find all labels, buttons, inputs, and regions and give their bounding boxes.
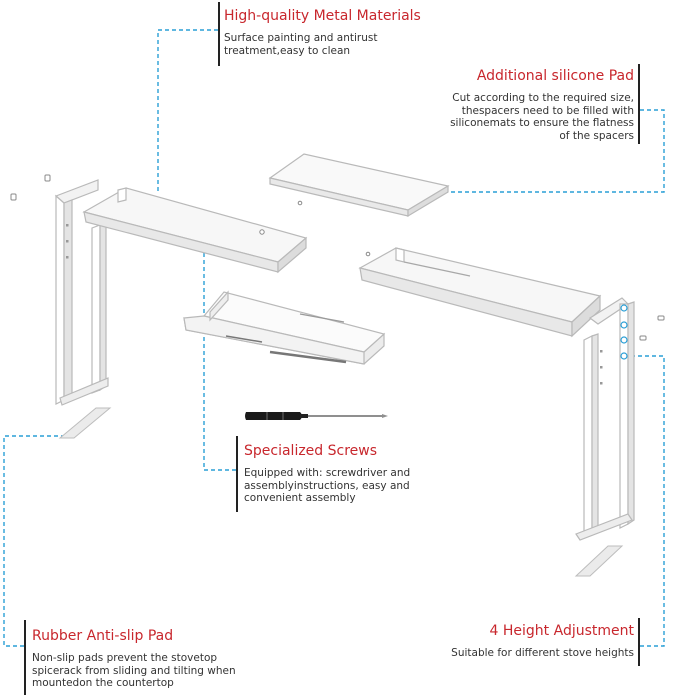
leader-screws <box>204 232 262 470</box>
screw-icon <box>640 336 646 340</box>
screw-icon <box>366 252 370 256</box>
callout-divider <box>638 618 640 666</box>
screw-icon <box>260 230 264 234</box>
callout-title: Additional silicone Pad <box>476 68 634 84</box>
adjust-hole-icon <box>621 322 627 328</box>
callout-divider <box>218 2 220 66</box>
callout-divider <box>638 64 640 144</box>
shelf-tray-right <box>360 248 600 336</box>
middle-bracket <box>184 292 384 364</box>
adjust-hole-icon <box>621 353 627 359</box>
callout-desc: Surface painting and antirust treatment,easy to clean <box>224 32 378 57</box>
screw-icon <box>11 194 16 200</box>
callout-divider <box>236 436 238 512</box>
silicone-pad <box>270 154 448 216</box>
callout-desc: Non-slip pads prevent the stovetop spicerack from sliding and tilting when mountedon the countertop <box>32 652 236 689</box>
loose-screws-left <box>11 175 50 200</box>
left-rubber-pad <box>60 408 110 438</box>
right-rubber-pad <box>576 546 622 576</box>
callout-desc: Suitable for different stove heights <box>451 647 634 659</box>
callout-specialized-screws <box>244 442 410 505</box>
callout-metal-materials <box>224 7 421 57</box>
adjust-hole-icon <box>621 305 627 311</box>
shelf-tray-upper-left <box>84 188 306 272</box>
callout-desc: Equipped with: screwdriver and assemblyinstructions, easy and convenient assembly <box>244 467 411 504</box>
callout-silicone-pad <box>450 67 634 142</box>
screw-icon <box>658 316 664 320</box>
callout-title: High-quality Metal Materials <box>224 8 421 24</box>
leader-rubber <box>4 436 66 646</box>
screwdriver-icon <box>245 412 388 420</box>
callout-height-adjustment <box>451 622 634 660</box>
leader-metal <box>158 30 218 192</box>
right-leg-frame <box>576 298 634 540</box>
callout-rubber-pad <box>32 627 236 690</box>
callout-title: Specialized Screws <box>244 443 378 459</box>
callout-divider <box>24 620 26 695</box>
screw-icon <box>45 175 50 181</box>
callout-desc: Cut according to the required size, thespacers need to be filled with siliconemats to ensure the flatness of the spacers <box>450 92 634 142</box>
callout-title: Rubber Anti-slip Pad <box>32 628 174 644</box>
screw-icon <box>298 201 302 205</box>
adjust-hole-icon <box>621 337 627 343</box>
callout-title: 4 Height Adjustment <box>489 623 634 639</box>
